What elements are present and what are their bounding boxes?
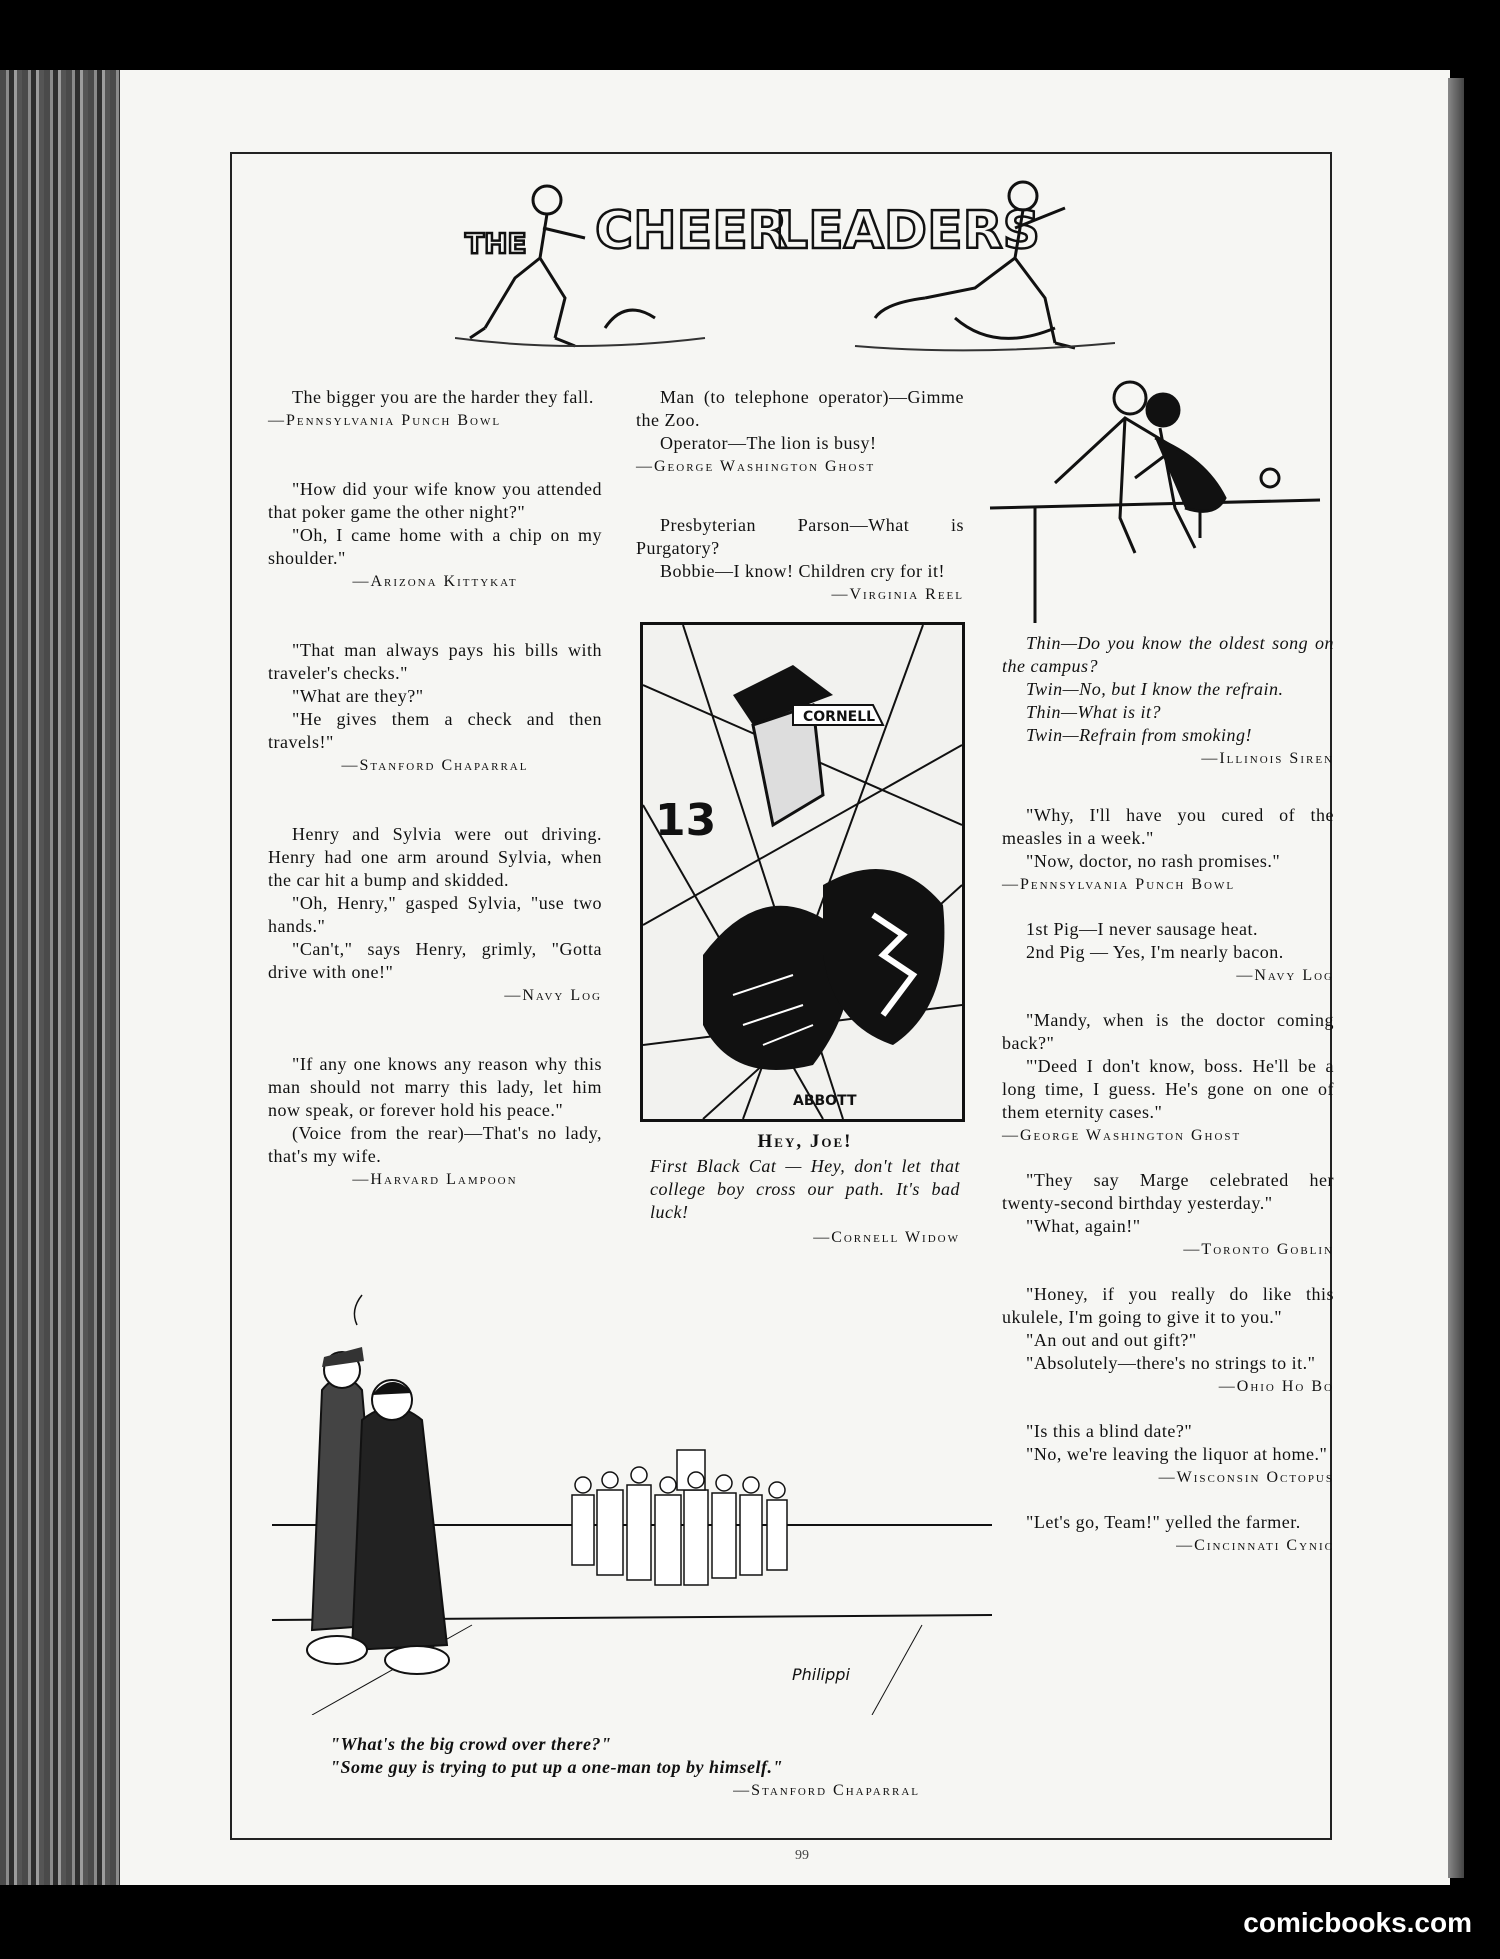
book-page-edges bbox=[0, 70, 125, 1885]
joke-item: "Mandy, when is the doctor coming back?" "'Deed I don't know, boss. He'll be a long time, I guess. He's gone on one of them eternity cases." —George Washington Ghost bbox=[1002, 1010, 1334, 1144]
black-cat-cartoon bbox=[640, 622, 965, 1122]
middle-jokes-column bbox=[636, 386, 964, 606]
joke-item: Thin—Do you know the oldest song on the campus? Twin—No, but I know the refrain. Thin—What is it? Twin—Refrain from smoking! —Illinois Siren bbox=[1002, 633, 1334, 767]
joke-item: "They say Marge celebrated her twenty-second birthday yesterday." "What, again!" —Toronto Goblin bbox=[1002, 1170, 1334, 1258]
joke-item: Henry and Sylvia were out driving. Henry had one arm around Sylvia, when the car hit a bump and skidded. "Oh, Henry," gasped Sylvia, "use two hands." "Can't," says Henry, grimly, "Gotta drive with one!" —Navy Log bbox=[268, 824, 602, 1004]
site-watermark: comicbooks.com bbox=[1243, 1907, 1472, 1938]
cubist-drawing bbox=[643, 625, 962, 1119]
title-word-cheer: CHEER bbox=[595, 201, 788, 261]
number-thirteen: 13 bbox=[655, 795, 717, 846]
black-cat-caption: Hey, Joe! First Black Cat — Hey, don't let that college boy cross our path. It's bad luck! —Cornell Widow bbox=[650, 1131, 960, 1246]
crowd-cartoon-illustration bbox=[272, 1285, 992, 1715]
left-jokes-column bbox=[268, 386, 602, 1191]
title-word-leaders: LEADERS bbox=[775, 201, 1041, 261]
right-jokes-column bbox=[1002, 632, 1334, 1557]
crowd-cartoon-caption: "What's the big crowd over there?" "Some guy is trying to put up a one-man top by himself." —Stanford Chaparral bbox=[330, 1734, 920, 1799]
couple-on-fence-illustration bbox=[985, 378, 1325, 628]
artist-signature-philippi: Philippi bbox=[792, 1665, 850, 1684]
joke-item: Presbyterian Parson—What is Purgatory? Bobbie—I know! Children cry for it! —Virginia Reel bbox=[636, 515, 964, 603]
joke-item: "Honey, if you really do like this ukulele, I'm going to give it to you." "An out and out gift?" "Absolutely—there's no strings to it." —Ohio Ho Bo bbox=[1002, 1284, 1334, 1395]
joke-item: "Let's go, Team!" yelled the farmer. —Cincinnati Cynic bbox=[1026, 1512, 1334, 1554]
joke-item: "That man always pays his bills with traveler's checks." "What are they?" "He gives them a check and then travels!" —Stanford Chaparral bbox=[268, 640, 602, 774]
joke-item: "Is this a blind date?" "No, we're leaving the liquor at home." —Wisconsin Octopus bbox=[1026, 1421, 1334, 1486]
joke-item: 1st Pig—I never sausage heat. 2nd Pig — Yes, I'm nearly bacon. —Navy Log bbox=[1026, 919, 1334, 984]
page-number: 99 bbox=[795, 1848, 809, 1863]
artist-signature-abbott: ABBOTT bbox=[793, 1093, 857, 1109]
next-page-edge bbox=[1448, 78, 1464, 1878]
title-word-the: THE bbox=[465, 227, 527, 260]
joke-item: "Why, I'll have you cured of the measles in a week." "Now, doctor, no rash promises." —Pennsylvania Punch Bowl bbox=[1002, 805, 1334, 893]
joke-item: "If any one knows any reason why this man should not marry this lady, let him now speak, or forever hold his peace." (Voice from the rear)—That's no lady, that's my wife. —Harvard Lampoon bbox=[268, 1054, 602, 1188]
cheer-leaders-title-illustration bbox=[455, 178, 1115, 358]
cornell-sign-text: CORNELL bbox=[803, 709, 876, 725]
joke-item: "How did your wife know you attended that poker game the other night?" "Oh, I came home with a chip on my shoulder." —Arizona Kittykat bbox=[268, 479, 602, 590]
joke-item: Man (to telephone operator)—Gimme the Zoo. Operator—The lion is busy! —George Washington Ghost bbox=[636, 387, 964, 475]
joke-item: The bigger you are the harder they fall. —Pennsylvania Punch Bowl bbox=[268, 387, 594, 429]
